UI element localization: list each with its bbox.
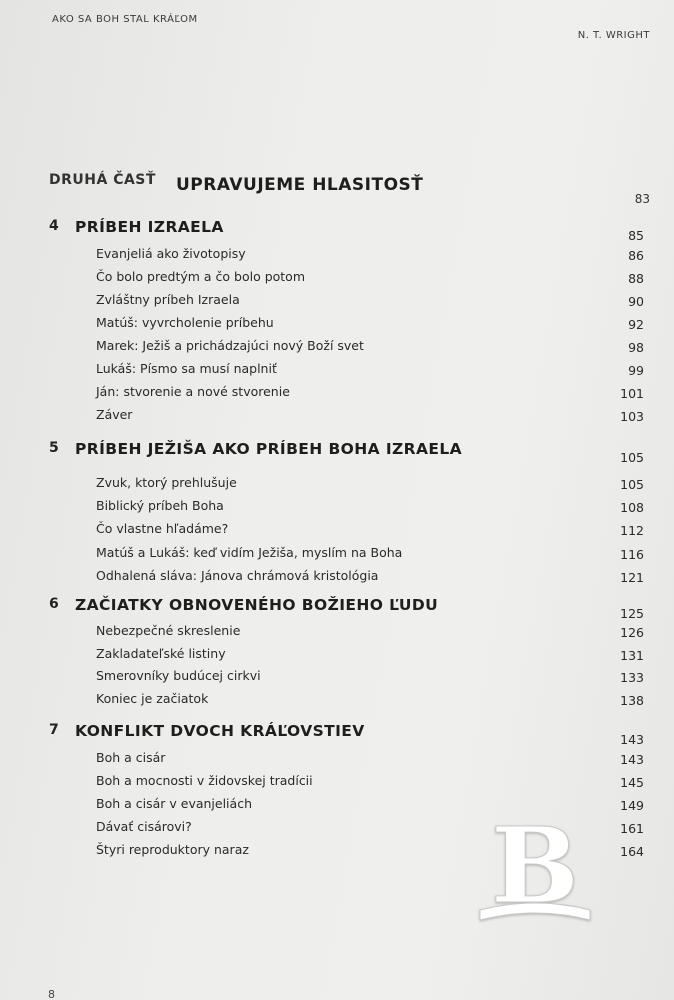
chapter-page-number: 125 — [620, 606, 644, 621]
section-row — [0, 545, 674, 567]
section-title: Čo vlastne hľadáme? — [96, 521, 229, 537]
section-row — [0, 668, 674, 690]
section-page-number: 101 — [620, 386, 644, 401]
chapter-title: PRÍBEH IZRAELA — [75, 218, 224, 236]
section-row — [0, 498, 674, 520]
chapter-number: 5 — [49, 440, 59, 456]
section-title: Ján: stvorenie a nové stvorenie — [96, 384, 290, 399]
chapter-title: PRÍBEH JEŽIŠA AKO PRÍBEH BOHA IZRAELA — [75, 440, 463, 458]
chapter-page-number: 143 — [620, 732, 644, 747]
chapter-page-number: 105 — [620, 450, 644, 465]
section-page-number: 149 — [620, 797, 644, 813]
section-title: Matúš: vyvrcholenie príbehu — [96, 315, 274, 330]
section-title: Odhalená sláva: Jánova chrámová kristológia — [96, 567, 379, 583]
section-page-number: 108 — [620, 500, 644, 516]
section-title: Dávať cisárovi? — [96, 818, 192, 834]
page-folio: 8 — [48, 988, 55, 1000]
section-row — [0, 691, 674, 713]
part-page-number: 83 — [634, 192, 650, 206]
section-title: Nebezpečné skreslenie — [96, 623, 241, 638]
section-row — [0, 246, 674, 268]
chapter-title: KONFLIKT DVOCH KRÁĽOVSTIEV — [75, 722, 365, 740]
section-title: Boh a cisár v evanjeliách — [96, 795, 252, 811]
section-title: Zvláštny príbeh Izraela — [96, 292, 240, 307]
part-title: UPRAVUJEME HLASITOSŤ — [176, 175, 424, 195]
section-title: Koniec je začiatok — [96, 691, 209, 707]
running-head-author: N. T. WRIGHT — [577, 30, 650, 41]
section-row — [0, 292, 674, 314]
section-page-number: 92 — [628, 317, 644, 332]
section-page-number: 126 — [620, 625, 644, 640]
section-page-number: 103 — [620, 409, 644, 424]
section-title: Evanjeliá ako životopisy — [96, 246, 246, 261]
section-row — [0, 361, 674, 383]
show-through-heading — [440, 92, 455, 136]
section-row — [0, 646, 674, 668]
logo-letter: B — [491, 812, 579, 924]
section-page-number: 116 — [620, 546, 644, 562]
section-page-number: 121 — [620, 569, 644, 585]
chapter-row — [0, 722, 674, 747]
section-page-number: 133 — [620, 670, 644, 686]
section-row — [0, 269, 674, 291]
section-row — [0, 750, 674, 772]
section-page-number: 161 — [620, 820, 644, 836]
section-title: Záver — [96, 407, 133, 422]
chapter-title: ZAČIATKY OBNOVENÉHO BOŽIEHO ĽUDU — [75, 596, 439, 614]
section-row — [0, 773, 674, 795]
chapter-page-number: 85 — [628, 228, 644, 243]
chapter-row — [0, 596, 674, 621]
chapter-row — [0, 218, 674, 243]
chapter-number: 7 — [49, 722, 59, 738]
chapter-row — [0, 440, 674, 465]
section-title: Zakladateľské listiny — [96, 645, 226, 661]
section-page-number: 143 — [620, 752, 644, 767]
section-title: Biblický príbeh Boha — [96, 498, 224, 514]
section-page-number: 164 — [620, 843, 644, 859]
section-page-number: 112 — [620, 523, 644, 539]
section-row — [0, 338, 674, 360]
section-page-number: 86 — [628, 248, 644, 263]
running-head-title: AKO SA BOH STAL KRÁĽOM — [52, 14, 198, 25]
section-page-number: 145 — [620, 774, 644, 790]
section-title: Zvuk, ktorý prehlušuje — [96, 475, 237, 490]
section-row — [0, 521, 674, 543]
section-page-number: 88 — [628, 271, 644, 286]
section-title: Čo bolo predtým a čo bolo potom — [96, 269, 306, 284]
section-row — [0, 568, 674, 590]
section-title: Štyri reproduktory naraz — [96, 841, 249, 857]
section-title: Smerovníky budúcej cirkvi — [96, 668, 261, 684]
section-title: Lukáš: Písmo sa musí naplniť — [96, 361, 277, 376]
chapter-number: 4 — [49, 218, 59, 234]
section-title: Boh a mocnosti v židovskej tradícii — [96, 772, 313, 788]
section-page-number: 98 — [628, 340, 644, 355]
section-page-number: 131 — [620, 647, 644, 663]
section-page-number: 90 — [628, 294, 644, 309]
section-row — [0, 475, 674, 497]
section-row — [0, 623, 674, 645]
section-row — [0, 315, 674, 337]
publisher-logo-watermark — [476, 812, 594, 924]
section-page-number: 138 — [620, 693, 644, 709]
section-row — [0, 384, 674, 406]
part-label: DRUHÁ ČASŤ — [49, 172, 156, 188]
section-title: Marek: Ježiš a prichádzajúci nový Boží svet — [96, 338, 364, 353]
chapter-number: 6 — [49, 596, 59, 612]
section-title: Boh a cisár — [96, 750, 166, 765]
section-page-number: 99 — [628, 363, 644, 378]
section-title: Matúš a Lukáš: keď vidím Ježiša, myslím na Boha — [96, 544, 403, 560]
section-row — [0, 407, 674, 429]
section-page-number: 105 — [620, 477, 644, 492]
